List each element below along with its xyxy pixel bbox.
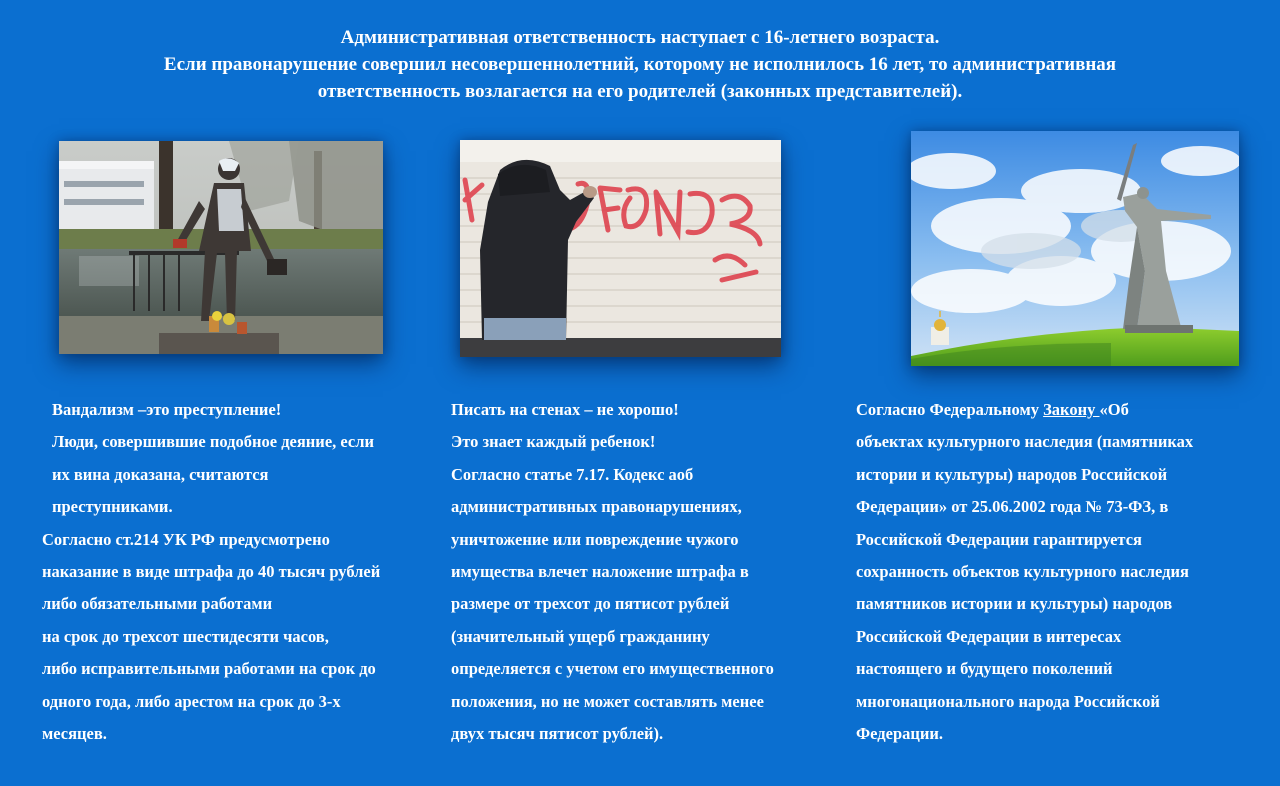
header-line-1: Административная ответственность наступает с 16-летнего возраста.: [340, 27, 940, 48]
graffiti-line: уничтожение или повреждение чужого: [451, 529, 739, 549]
heritage-line-suffix: «Об: [1099, 400, 1129, 419]
graffiti-line: Это знает каждый ребенок!: [451, 432, 656, 452]
vandalism-line: Люди, совершившие подобное деяние, если: [52, 432, 374, 452]
header-line-2: Если правонарушение совершил несовершеннолетний, которому не исполнилось 16 лет, то административная: [163, 54, 1117, 75]
graffiti-line: административных правонарушениях,: [451, 497, 742, 517]
heritage-line: Российской Федерации в интересах: [856, 626, 1122, 646]
vandalism-line: месяцев.: [42, 724, 107, 744]
graffiti-line: двух тысяч пятисот рублей).: [451, 724, 664, 744]
heritage-line-first: [856, 394, 1193, 426]
vandalism-line: Согласно ст.214 УК РФ предусмотрено: [42, 529, 330, 549]
motherland-monument-photo: [911, 131, 1239, 366]
vandalism-line: либо обязательными работами: [42, 594, 273, 614]
federal-law-link[interactable]: Закону: [1043, 400, 1100, 419]
vandalized-statue-photo: [59, 141, 383, 354]
graffiti-line: размере от трехсот до пятисот рублей: [451, 594, 730, 614]
graffiti-line: имущества влечет наложение штрафа в: [451, 562, 749, 582]
heritage-line-prefix: Согласно Федеральному: [856, 400, 1044, 419]
heritage-line: истории и культуры) народов Российской: [856, 464, 1168, 484]
heritage-line: Федерации» от 25.06.2002 года № 73-ФЗ, в: [856, 497, 1169, 517]
heritage-line: настоящего и будущего поколений: [856, 659, 1113, 679]
heritage-line: Федерации.: [856, 724, 944, 744]
graffiti-line: Писать на стенах – не хорошо!: [451, 400, 679, 419]
vandalism-text-column: [42, 394, 380, 750]
vandalism-line: их вина доказана, считаются: [52, 464, 269, 484]
graffiti-line: Согласно статье 7.17. Кодекс аоб: [451, 464, 694, 484]
vandalism-line: одного года, либо арестом на срок до 3-х: [42, 691, 341, 711]
graffiti-line: (значительный ущерб гражданину: [451, 626, 710, 646]
vandalism-line: либо исправительными работами на срок до: [42, 659, 376, 679]
header-line-3: ответственность возлагается на его родителей (законных представителей).: [317, 81, 963, 102]
heritage-line: сохранность объектов культурного наследия: [856, 562, 1189, 582]
heritage-line: Российской Федерации гарантируется: [856, 529, 1142, 549]
graffiti-photo: [460, 140, 781, 357]
vandalism-line: преступниками.: [52, 497, 173, 517]
graffiti-text-column: [451, 394, 774, 750]
graffiti-line: положения, но не может составлять менее: [451, 691, 764, 711]
heritage-line: многонационального народа Российской: [856, 691, 1160, 711]
vandalism-line: наказание в виде штрафа до 40 тысяч рублей: [42, 562, 381, 582]
heritage-law-text-column: [856, 394, 1193, 750]
vandalism-line: на срок до трехсот шестидесяти часов,: [42, 626, 329, 646]
heritage-line: объектах культурного наследия (памятниках: [856, 432, 1194, 452]
header-text: [0, 24, 1280, 105]
graffiti-line: определяется с учетом его имущественного: [451, 659, 774, 679]
vandalism-line: Вандализм –это преступление!: [52, 400, 282, 419]
heritage-line: памятников истории и культуры) народов: [856, 594, 1173, 614]
